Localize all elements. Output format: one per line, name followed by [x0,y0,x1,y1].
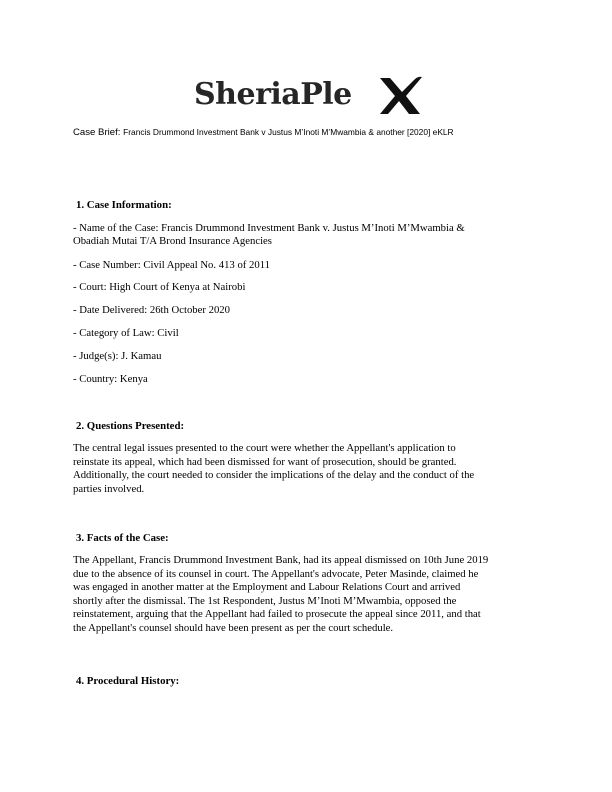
court-text: - Court: High Court of Kenya at Nairobi [73,281,246,293]
paragraph-line: The Appellant, Francis Drummond Investment Bank, had its appeal dismissed on 10th June 2019 [73,554,489,566]
paragraph-line: was engaged in another matter at the Employment and Labour Relations Court and arrived [73,581,461,594]
date-delivered-text: - Date Delivered: 26th October 2020 [73,304,230,316]
section-procedural-history [73,674,543,688]
category-text: - Category of Law: Civil [73,327,179,339]
facts-paragraph [73,554,543,636]
paragraph-line: reinstatement, arguing that the Appellant had failed to prosecute the appeal since 2011, and that [73,608,481,621]
logo-wordmark: SheriaPle [194,77,352,112]
court-line [73,281,543,294]
case-name-text-1: - Name of the Case: Francis Drummond Investment Bank v. Justus M’Inoti M’Mwambia & [73,222,465,234]
sheriaplex-logo [186,72,436,120]
section-questions-presented [73,419,543,433]
category-line [73,327,543,340]
section-case-information [73,198,543,212]
section-heading: 3. Facts of the Case: [76,532,169,544]
case-name-line-2 [73,235,543,248]
questions-paragraph [73,442,543,496]
brief-title [73,127,454,138]
section-facts [73,531,543,545]
judges-text: - Judge(s): J. Kamau [73,350,162,362]
brief-case-name: Francis Drummond Investment Bank v Justus M’Inoti M’Mwambia & another [2020] eKLR [123,127,454,137]
paragraph-line: shortly after the dismissal. The 1st Respondent, Justus M’Inoti M’Mwambia, opposed the [73,594,457,607]
paragraph-line: due to the absence of its counsel in court. The Appellant's advocate, Peter Masinde, claimed he [73,567,479,580]
section-heading: 1. Case Information: [76,199,172,211]
section-heading: 4. Procedural History: [76,675,180,687]
brief-prefix: Case Brief: [73,127,124,138]
paragraph-line: The central legal issues presented to the court were whether the Appellant's application to [73,442,456,454]
country-text: - Country: Kenya [73,373,148,385]
case-name-text-2: Obadiah Mutai T/A Brond Insurance Agencies [73,235,272,247]
paragraph-line: parties involved. [73,482,145,495]
case-number-text: - Case Number: Civil Appeal No. 413 of 2011 [73,259,270,271]
country-line [73,373,543,386]
paragraph-line: reinstate its appeal, which had been dismissed for want of prosecution, should be granted. [73,455,457,468]
case-number-line [73,259,543,272]
logo-x-mark-icon [378,74,424,118]
section-heading: 2. Questions Presented: [76,420,185,432]
judges-line [73,350,543,363]
paragraph-line: Additionally, the court needed to consider the implications of the delay and the conduct of the [73,469,475,482]
case-name-line-1 [73,222,543,235]
date-delivered-line [73,304,543,317]
paragraph-line: the Appellant's counsel should have been present as per the court schedule. [73,621,394,634]
